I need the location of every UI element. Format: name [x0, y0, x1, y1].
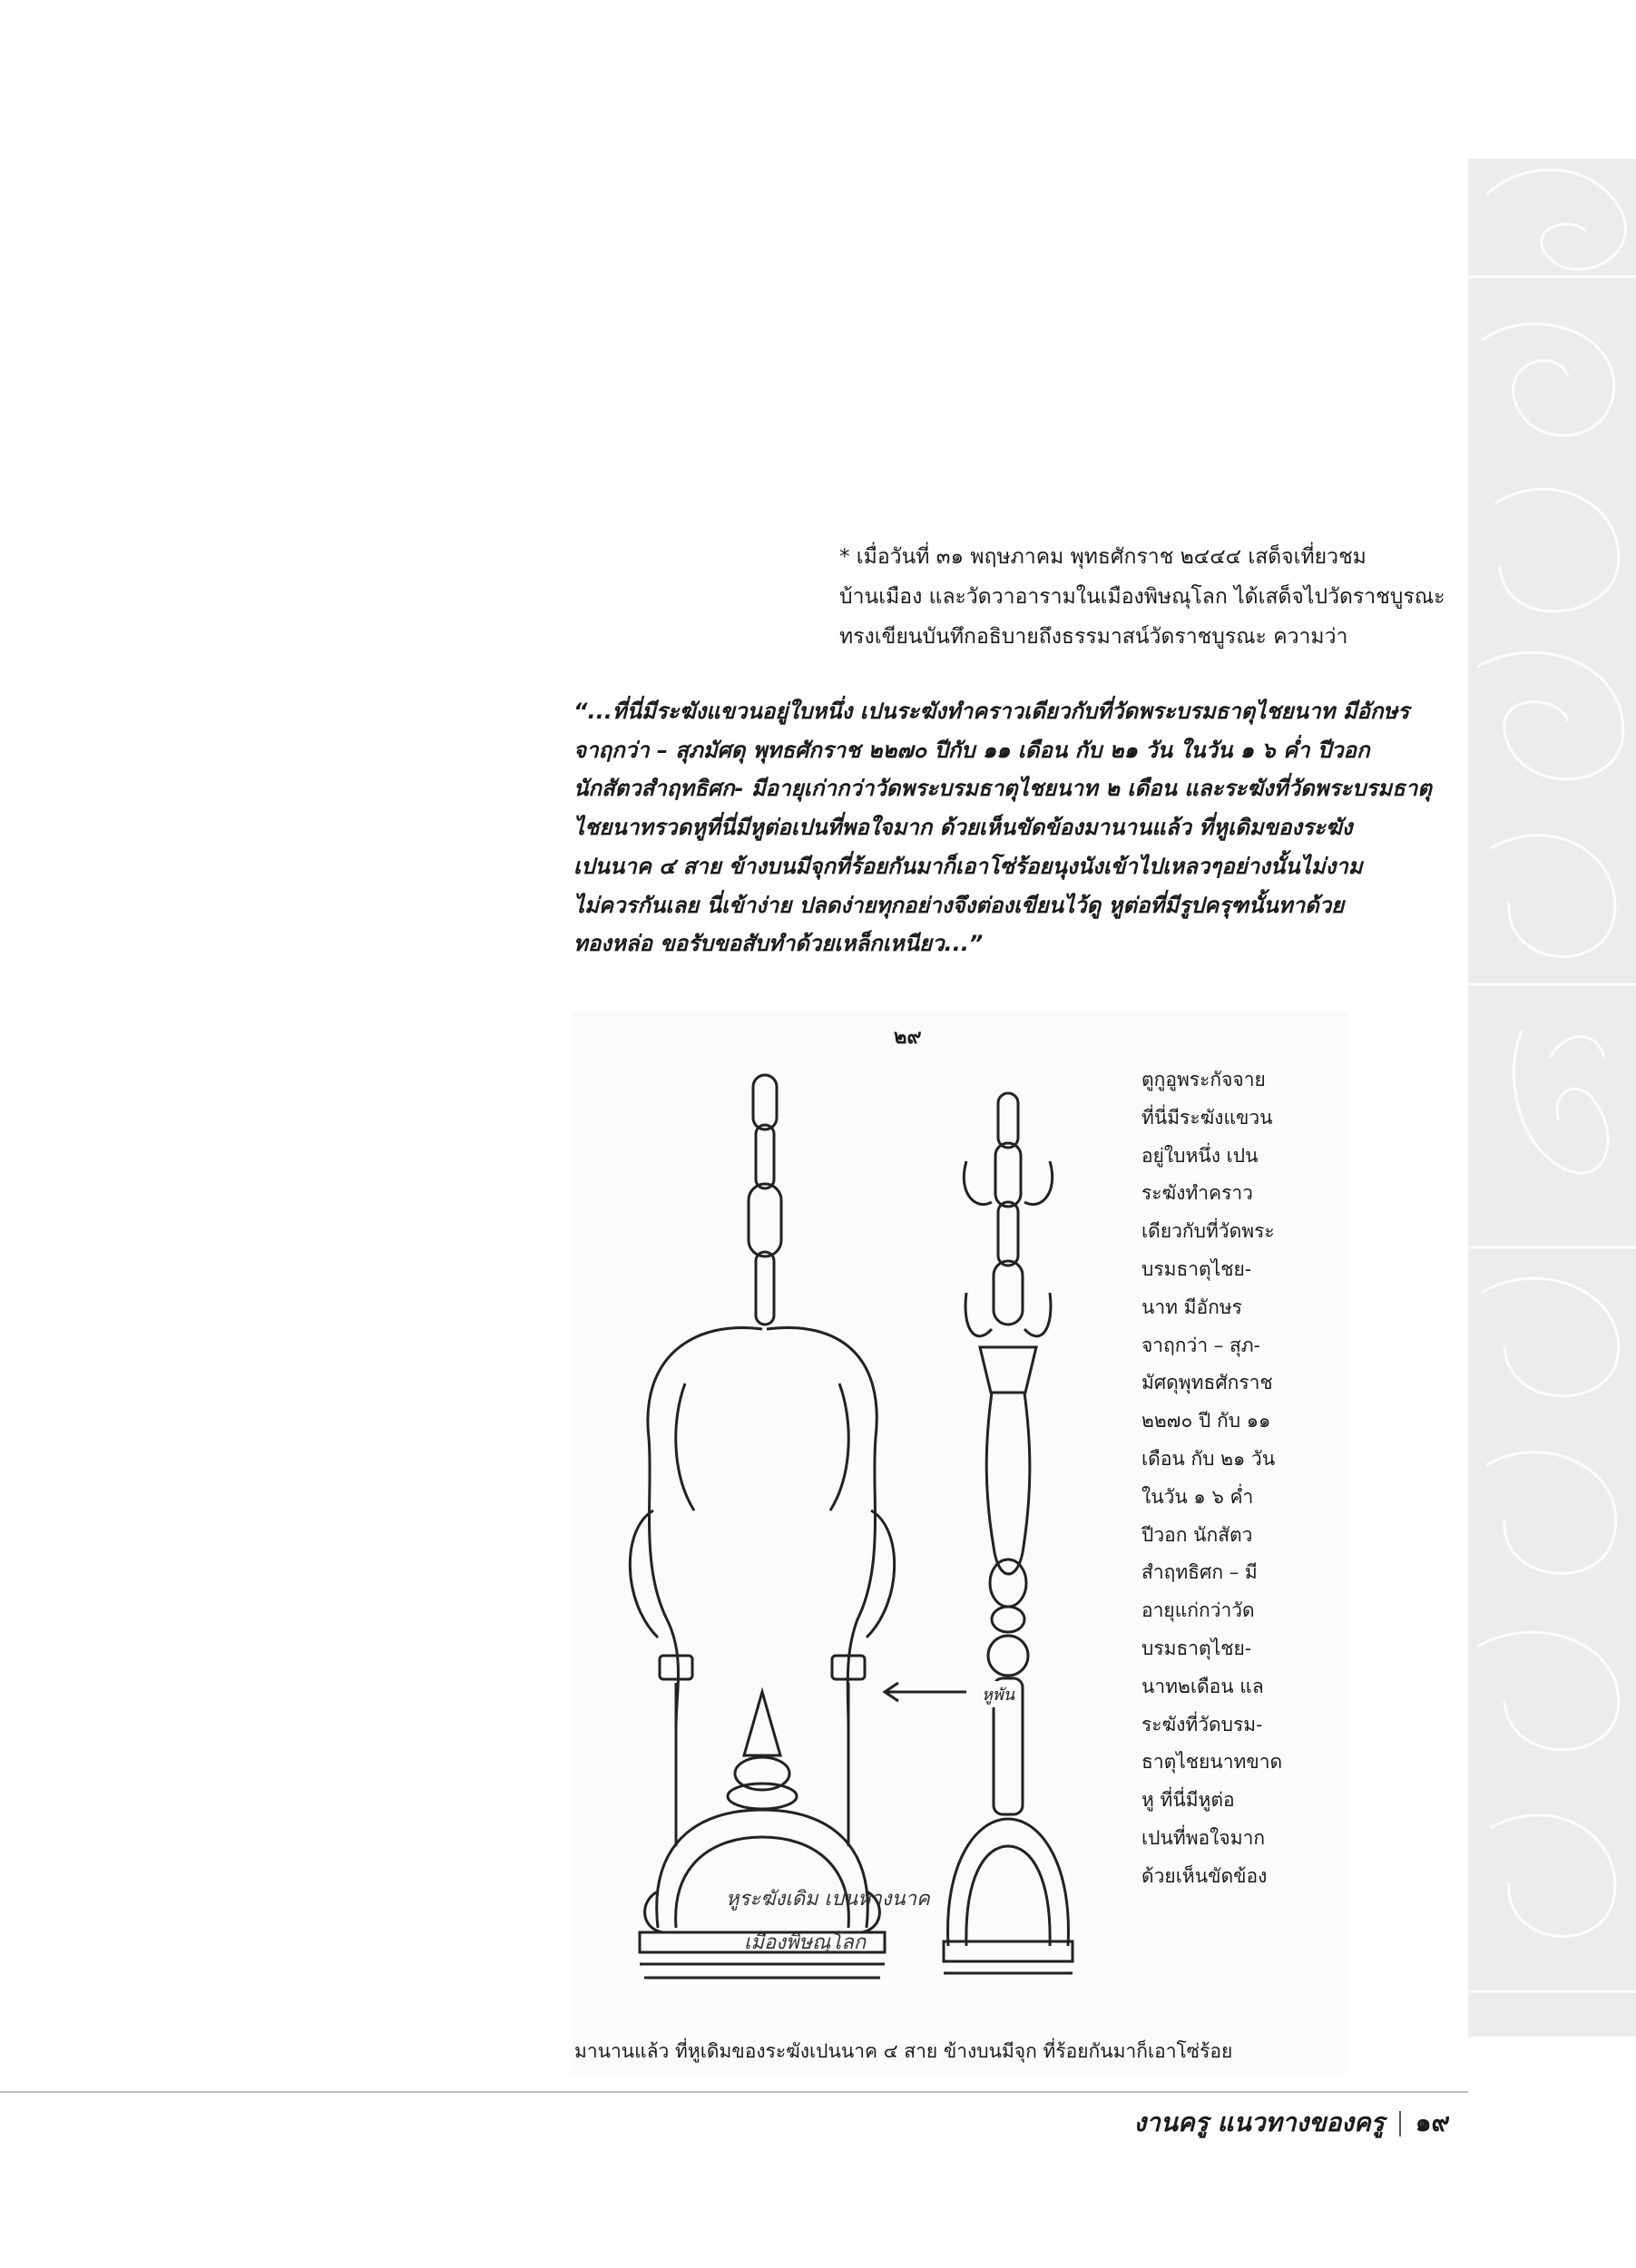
footer-separator	[1399, 2111, 1401, 2136]
scanned-manuscript-page	[572, 1012, 1347, 2075]
scan-line: นาท๒เดือน แล	[1141, 1675, 1264, 1697]
scan-bottom-line: มานานแล้ว ที่หูเดิมของระฆังเปนนาค ๔ สาย ข้างบนมีจุก ที่ร้อยกันมาก็เอาโซ่ร้อย	[574, 2040, 1233, 2062]
intro-line: * เมื่อวันที่ ๓๑ พฤษภาคม พุทธศักราช ๒๔๔๔ เสด็จเที่ยวชม	[839, 545, 1367, 569]
scan-line: ๒๒๗๐ ปี กับ ๑๑	[1141, 1410, 1271, 1432]
quote-line: “...ที่นี่มีระฆังแขวนอยู่ใบหนึ่ง เปนระฆังทำคราวเดียวกับที่วัดพระบรมธาตุไชยนาท มีอักษร	[573, 699, 1410, 724]
page-footer	[1134, 2103, 1451, 2143]
scan-line: หู ที่นี่มีหูต่อ	[1141, 1789, 1235, 1812]
intro-line: บ้านเมือง และวัดวาอารามในเมืองพิษณุโลก ได้เสด็จไปวัดราชบูรณะ	[839, 585, 1445, 609]
quote-line: จาฤกว่า – สุภมัศดุ พุทธศักราช ๒๒๗๐ ปีกับ ๑๑ เดือน กับ ๒๑ วัน ในวัน ๑ ๖ ค่ำ ปีวอก	[573, 737, 1370, 763]
quote-line: เปนนาค ๔ สาย ข้างบนมีจุกที่ร้อยกันมาก็เอาโซ่ร้อยนุงนังเข้าไปเหลวๆอย่างนั้นไม่งาม	[573, 853, 1363, 879]
scan-line: ธาตุไชยนาทขาด	[1141, 1751, 1283, 1774]
scan-line: ระฆังที่วัดบรม-	[1141, 1713, 1263, 1735]
intro-paragraph	[839, 537, 1465, 657]
scan-line: นาท มีอักษร	[1141, 1295, 1242, 1318]
scan-line: บรมธาตุไชย-	[1141, 1637, 1251, 1659]
handwritten-caption	[726, 1878, 930, 1965]
footer-title: งานครู แนวทางของครู	[1133, 2107, 1385, 2137]
bell-hanger-icon	[585, 1057, 1130, 2019]
ornament-icon	[1468, 159, 1636, 2037]
scan-page-number: ๒๙	[894, 1025, 922, 1049]
decorative-border-pattern	[1468, 159, 1636, 2037]
bell-hanger-drawing	[585, 1057, 1130, 2019]
pointer-label: หูพัน	[980, 1681, 1016, 1707]
caption-line: หูระฆังเดิม เปนหางนาค	[726, 1888, 930, 1911]
caption-line: เมืองพิษณุโลก	[744, 1931, 867, 1954]
scan-line: อายุแก่กว่าวัด	[1141, 1599, 1255, 1622]
footer-rule	[0, 2091, 1468, 2093]
scan-line: ปีวอก นักสัตว	[1141, 1523, 1253, 1546]
scan-line: เดือน กับ ๒๑ วัน	[1141, 1447, 1276, 1470]
quote-line: ไม่ควรกันเลย นี่เข้าง่าย ปลดง่ายทุกอย่างจึงต่องเขียนไว้ดู หูต่อที่มีรูปครุฑนั้นทาด้วย	[573, 892, 1345, 918]
scan-line: ตูกูอูพระกัจจาย	[1141, 1069, 1266, 1090]
scan-line: สำฤทธิศก – มี	[1141, 1561, 1258, 1584]
scan-line: บรมธาตุไชย-	[1141, 1257, 1251, 1280]
quote-line: นักสัตวสำฤทธิศก- มีอายุเก่ากว่าวัดพระบรมธาตุไชยนาท ๒ เดือน และระฆังที่วัดพระบรมธาตุ	[573, 776, 1432, 802]
scan-line: เดียวกับที่วัดพระ	[1141, 1220, 1275, 1243]
quote-block	[573, 692, 1463, 963]
intro-line: ทรงเขียนบันทึกอธิบายถึงธรรมาสน์วัดราชบูรณะ ความว่า	[839, 625, 1348, 649]
quote-line: ไชยนาทรวดหูที่นี่มีหูต่อเปนที่พอใจมาก ด้วยเห็นขัดข้องมานานแล้ว ที่หูเดิมของระฆัง	[573, 815, 1353, 841]
scan-line: เปนที่พอใจมาก	[1141, 1826, 1266, 1849]
scan-line: อยู่ใบหนึ่ง เปน	[1141, 1144, 1259, 1167]
scan-side-text	[1141, 1061, 1346, 1896]
quote-line: ทองหล่อ ขอรับขอสับทำด้วยเหล็กเหนียว...”	[573, 931, 984, 957]
footer-page-number: ๑๙	[1415, 2107, 1450, 2137]
scan-line: ในวัน ๑ ๖ ค่ำ	[1141, 1485, 1254, 1508]
scan-line: มัศดุพุทธศักราช	[1141, 1372, 1273, 1394]
scan-line: จาฤกว่า – สุภ-	[1141, 1334, 1260, 1356]
scan-line: ที่นี่มีระฆังแขวน	[1141, 1106, 1273, 1129]
scan-line: ระฆังทำคราว	[1141, 1182, 1253, 1205]
scan-line: ด้วยเห็นขัดข้อง	[1141, 1864, 1268, 1887]
